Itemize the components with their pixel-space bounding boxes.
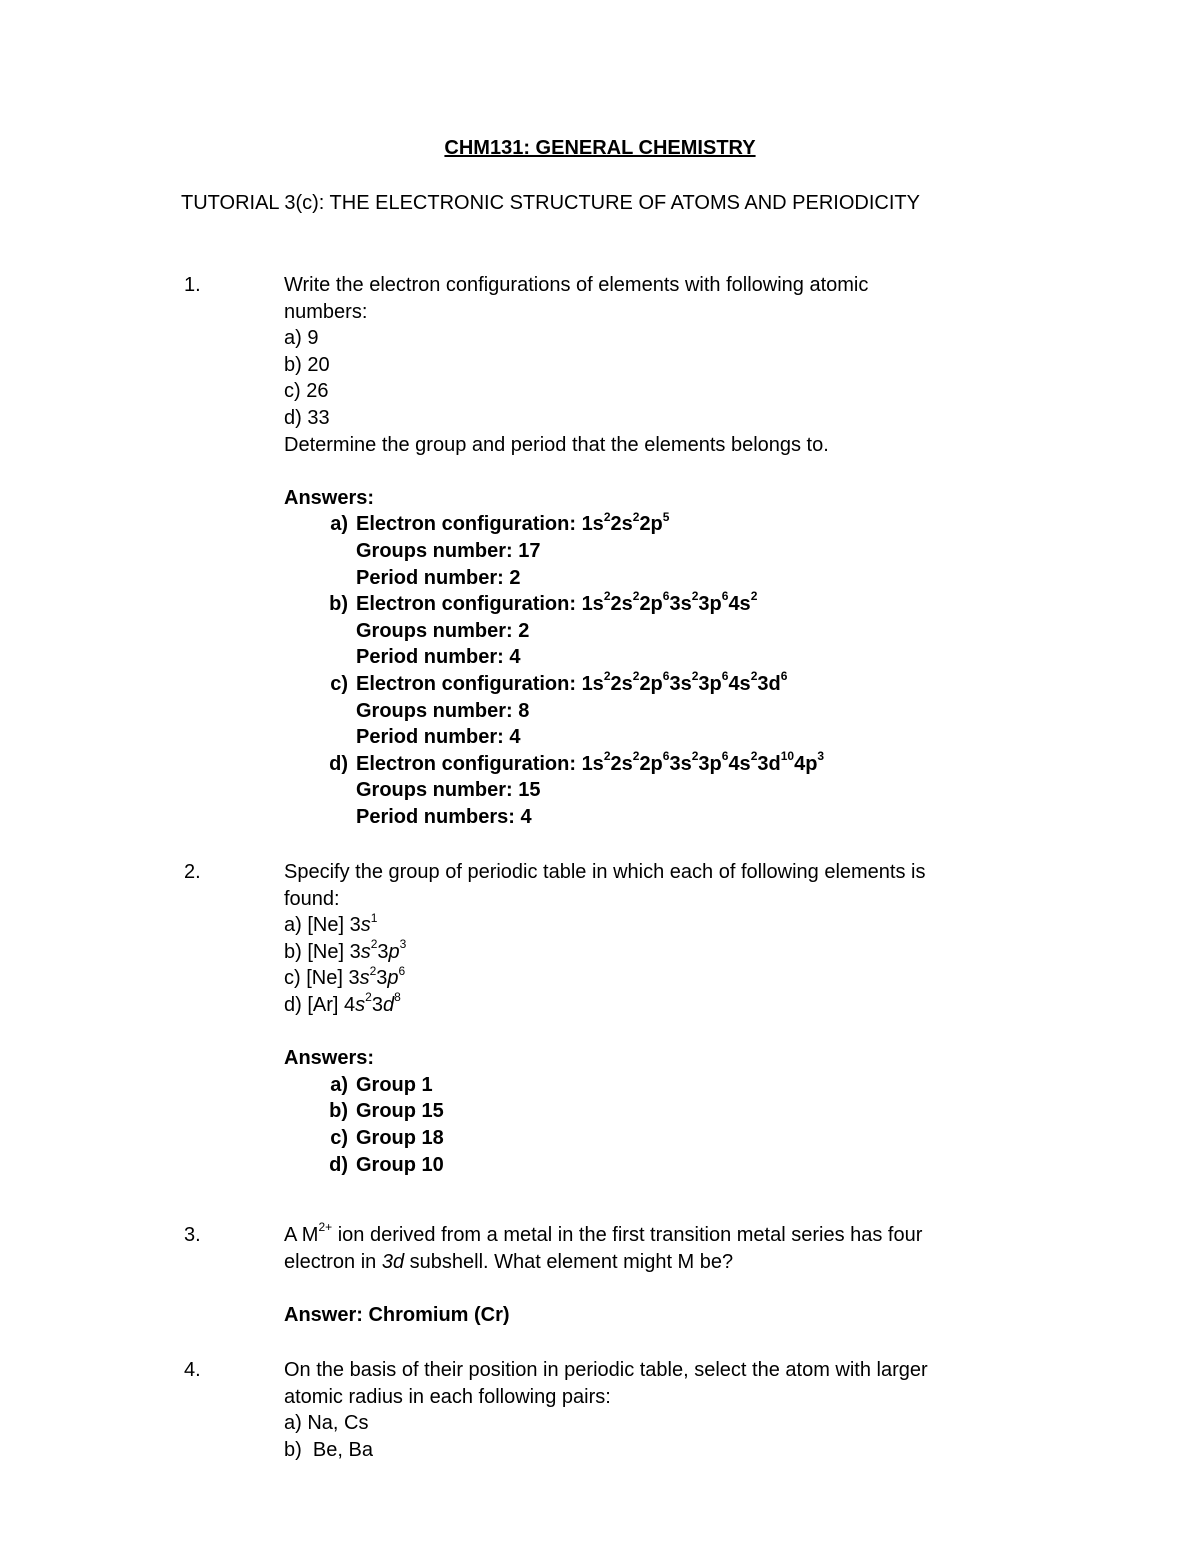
question-body (284, 859, 1014, 1178)
answer-item (284, 511, 1014, 591)
question-number: 3. (184, 1224, 201, 1246)
answer-label: b) (329, 1100, 348, 1123)
option-item: c) [Ne] $3s^23p^6$ (284, 963, 406, 990)
option-item: d) [Ar] $4s^23d^8$ (284, 990, 401, 1016)
question-text: electron in 3d subshell. What element might M be? (284, 1250, 734, 1273)
question-text: Write the electron configurations of elements with following atomic (284, 274, 869, 296)
answers-list (284, 1072, 1014, 1178)
option-item: a) [Ne] $3s^1$ (284, 910, 378, 937)
answer-text: Answer: Chromium (Cr) (284, 1303, 510, 1326)
question-text: numbers: (284, 300, 368, 323)
question-text: Specify the group of periodic table in which each of following elements is (284, 861, 926, 883)
group-number: Groups number: 17 (356, 539, 541, 562)
answer-text: Group 1 (356, 1073, 433, 1096)
period-number: Period number: 4 (356, 726, 521, 749)
group-number: Groups number: 2 (356, 619, 530, 642)
electron-configuration: Electron configuration: $1s^22s^22p^63s^23p^64s^2$ (356, 589, 758, 616)
question-text: A $M^{2+}$ ion derived from a metal in the first transition metal series has four (284, 1220, 923, 1246)
option-item: b) Be, Ba (284, 1438, 373, 1461)
page-subtitle: TUTORIAL 3(c): THE ELECTRONIC STRUCTURE OF ATOMS AND PERIODICITY (181, 192, 920, 214)
answer-item (284, 751, 1014, 831)
answer-item (284, 1125, 1014, 1152)
option-item: c) 26 (284, 380, 329, 403)
option-item: d) 33 (284, 406, 330, 429)
period-number: Period numbers: 4 (356, 805, 532, 828)
electron-configuration: Electron configuration: $1s^22s^22p^63s^23p^64s^23d^6$ (356, 669, 788, 695)
period-number: Period number: 2 (356, 566, 521, 589)
question-number: 2. (184, 861, 201, 883)
answers-list (284, 511, 1014, 830)
answer-item (284, 591, 1014, 671)
page-title: CHM131: GENERAL CHEMISTRY (444, 137, 756, 159)
answers-heading: Answers: (284, 1047, 375, 1070)
question-text: On the basis of their position in periodic table, select the atom with larger (284, 1359, 928, 1381)
option-item: b) 20 (284, 353, 330, 376)
answer-label: a) (330, 1073, 348, 1096)
answer-label: d) (329, 1153, 348, 1176)
question-text: atomic radius in each following pairs: (284, 1385, 611, 1408)
option-item: b) [Ne] $3s^23p^3$ (284, 937, 407, 963)
answer-item (284, 671, 1014, 751)
answers-heading: Answers: (284, 486, 375, 509)
electron-configuration: Electron configuration: $1s^22s^22p^5$ (356, 509, 670, 536)
option-item: a) 9 (284, 327, 319, 350)
answer-label: c) (330, 672, 348, 695)
group-number: Groups number: 15 (356, 779, 541, 802)
question-text: found: (284, 887, 340, 910)
group-number: Groups number: 8 (356, 699, 530, 722)
question-body (284, 272, 1014, 830)
answer-item (284, 1072, 1014, 1099)
electron-configuration: Electron configuration: $1s^22s^22p^63s^23p^64s^23d^{10}4p^3$ (356, 749, 825, 775)
answer-label: d) (329, 752, 348, 775)
answer-item (284, 1152, 1014, 1179)
answer-text: Group 10 (356, 1153, 444, 1176)
answer-text: Group 15 (356, 1100, 444, 1123)
answer-label: b) (329, 593, 348, 616)
answer-text: Group 18 (356, 1126, 444, 1149)
question-number: 1. (184, 274, 201, 296)
period-number: Period number: 4 (356, 646, 521, 669)
question-body (284, 1222, 1014, 1328)
answer-label: c) (330, 1126, 348, 1149)
answer-item (284, 1098, 1014, 1125)
question-text: Determine the group and period that the elements belongs to. (284, 433, 829, 456)
option-item: a) Na, Cs (284, 1412, 369, 1435)
answer-label: a) (330, 513, 348, 536)
question-body (284, 1357, 1014, 1463)
question-number: 4. (184, 1359, 201, 1381)
